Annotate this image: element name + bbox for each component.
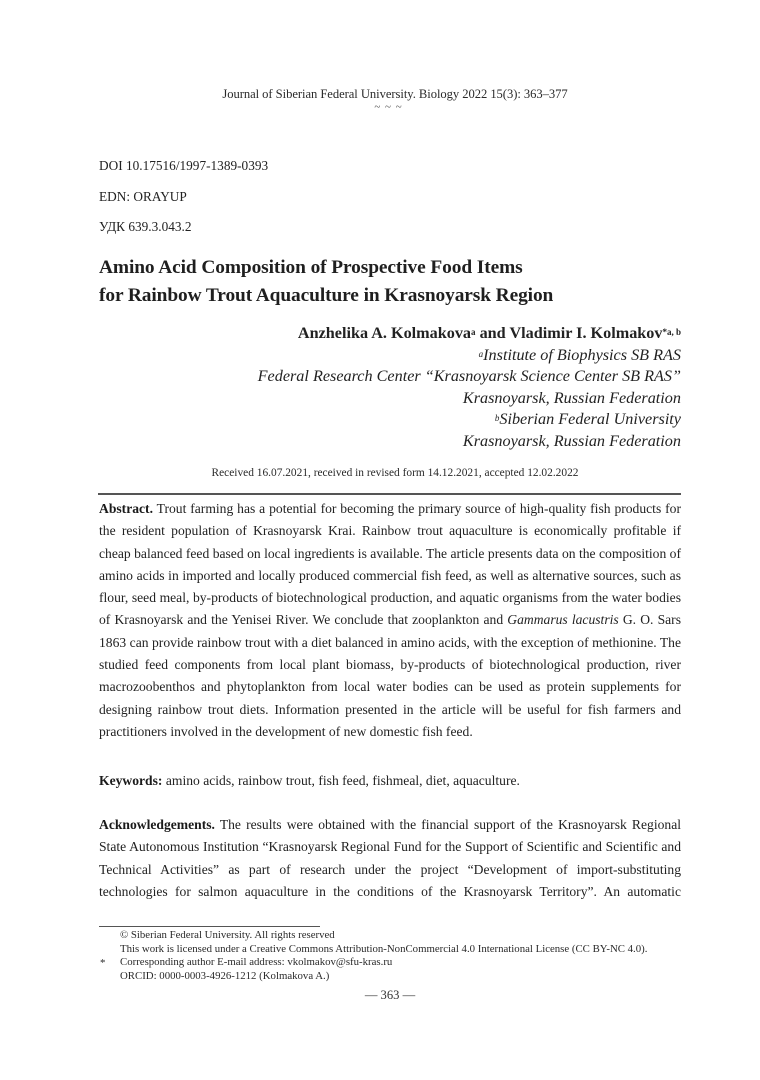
author-1-sup: a bbox=[471, 327, 476, 337]
affiliation-line bbox=[258, 388, 681, 410]
affiliation-text: Krasnoyarsk, Russian Federation bbox=[462, 431, 681, 450]
affiliation-sup: a bbox=[478, 348, 484, 359]
keywords-text: amino acids, rainbow trout, fish feed, fishmeal, diet, aquaculture. bbox=[162, 773, 520, 788]
doi: DOI 10.17516/1997-1389-0393 bbox=[99, 158, 269, 173]
footnotes bbox=[99, 929, 647, 983]
title-line-1: Amino Acid Composition of Prospective Food Items bbox=[99, 257, 523, 278]
affiliation-line bbox=[258, 366, 681, 388]
udk: УДК 639.3.043.2 bbox=[99, 219, 192, 234]
footnote-corresponding bbox=[99, 956, 647, 970]
asterisk-mark: * bbox=[100, 957, 106, 970]
received-dates: Received 16.07.2021, received in revised form 14.12.2021, accepted 12.02.2022 bbox=[211, 467, 579, 479]
footnote-rule bbox=[99, 926, 320, 927]
acknowledgements-paragraph bbox=[99, 814, 681, 903]
footnote-orcid: ORCID: 0000-0003-4926-1212 (Kolmakova A.) bbox=[120, 969, 330, 982]
divider-rule bbox=[98, 493, 681, 495]
species-name: Gammarus lacustris bbox=[507, 612, 619, 628]
affiliation-text: Siberian Federal University bbox=[499, 410, 681, 429]
authors-line bbox=[258, 323, 681, 345]
affiliation-line bbox=[258, 409, 681, 431]
affiliation-text: Krasnoyarsk, Russian Federation bbox=[462, 388, 681, 407]
page-number: — 363 — bbox=[364, 988, 416, 1002]
edn: EDN: ORAYUP bbox=[99, 189, 187, 204]
keywords-label: Keywords: bbox=[99, 773, 163, 788]
affiliation-sup: b bbox=[494, 413, 500, 424]
affiliation-text: Federal Research Center “Krasnoyarsk Science Center SB RAS” bbox=[257, 367, 681, 386]
authors-block bbox=[258, 323, 681, 453]
authors-connector: and bbox=[475, 324, 510, 342]
abstract-text-1: Trout farming has a potential for becoming the primary source of high-quality fish products for the resident population of Krasnoyarsk Krai. Rainbow trout aquaculture is economically profitable if cheap balanced feed based on local ingredients is available. The article presents data on the composition of amino acids in imported and locally produced commercial fish feed, as well as alternative sources, such as flour, seed meal, by-products of biotechnological production, and aquatic organisms from the water bodies of Krasnoyarsk and the Yenisei River. We conclude that zooplankton and bbox=[99, 501, 681, 628]
author-1: Anzhelika A. Kolmakova bbox=[297, 324, 472, 342]
affiliation-line bbox=[258, 431, 681, 453]
affiliation-line bbox=[258, 345, 681, 367]
header-ornament: ~ ~ ~ bbox=[374, 101, 403, 113]
acknowledgements-text: The results were obtained with the financial support of the Krasnoyarsk Regional State Autonomous Institution “Krasnoyarsk Regional Fund for the Support of Scientific and Scientific and Technical Activities” as part of research under the project “Development of import-substituting technologies for salmon aquaculture in the conditions of the Krasnoyarsk Territory”. An automatic bbox=[99, 817, 681, 899]
author-2-sup: *a, b bbox=[662, 327, 681, 337]
author-2: Vladimir I. Kolmakov bbox=[509, 324, 663, 342]
journal-header: Journal of Siberian Federal University. Biology 2022 15(3): 363–377 bbox=[222, 87, 568, 101]
abstract-label: Abstract. bbox=[99, 501, 153, 516]
acknowledgements-label: Acknowledgements. bbox=[99, 817, 215, 832]
keywords-paragraph bbox=[99, 770, 681, 792]
footnote-license: This work is licensed under a Creative Commons Attribution-NonCommercial 4.0 International License (CC BY-NC 4.0). bbox=[120, 942, 648, 955]
corresponding-text: Corresponding author E-mail address: vkolmakov@sfu-kras.ru bbox=[120, 956, 393, 969]
footnote-copyright: © Siberian Federal University. All rights reserved bbox=[120, 929, 335, 941]
abstract-paragraph bbox=[99, 498, 681, 743]
article-title bbox=[99, 254, 553, 310]
title-line-2: for Rainbow Trout Aquaculture in Krasnoyarsk Region bbox=[99, 285, 554, 306]
abstract-text-2: G. O. Sars 1863 can provide rainbow trout with a diet balanced in amino acids, with the exception of methionine. The studied feed components from local plant biomass, by-products of biotechnological production, river macrozoobenthos and phytoplankton from local water bodies can be used as protein supplements for designing rainbow trout diets. Information presented in the article will be useful for fish farmers and practitioners involved in the development of new domestic fish feed. bbox=[99, 612, 681, 739]
affiliation-text: Institute of Biophysics SB RAS bbox=[483, 345, 681, 364]
